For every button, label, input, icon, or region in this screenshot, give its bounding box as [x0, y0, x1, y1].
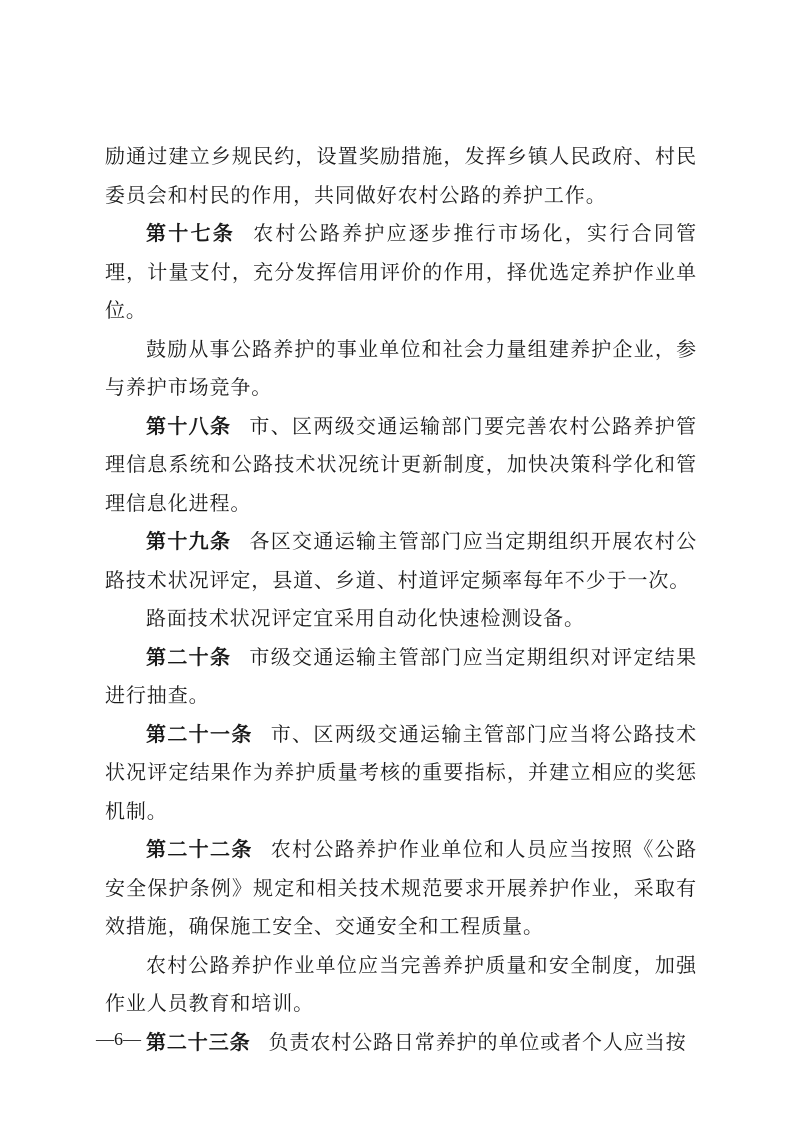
paragraph-text: 路面技术状况评定宜采用自动化快速检测设备。	[146, 606, 585, 630]
article-heading: 第二十二条	[146, 837, 253, 861]
paragraph-article-20	[105, 638, 697, 715]
paragraph-text: 负责农村公路日常养护的单位或者个人应当按	[268, 1029, 687, 1054]
paragraph-text: 市、区两级交通运输部门要完善农村公路养护管理信息系统和公路技术状况统计更新制度，加快决策科学化和管理信息化进程。	[105, 413, 697, 515]
paragraph-text: 鼓励从事公路养护的事业单位和社会力量组建养护企业，参与养护市场竞争。	[105, 336, 697, 399]
paragraph-1	[105, 137, 697, 214]
paragraph-article-18	[105, 407, 697, 523]
paragraph-article-17	[105, 214, 697, 330]
paragraph-text: 农村公路养护作业单位应当完善养护质量和安全制度，加强作业人员教育和培训。	[105, 952, 697, 1015]
paragraph-text: 农村公路养护应逐步推行市场化，实行合同管理，计量支付，充分发挥信用评价的作用，择优选定养护作业单位。	[105, 221, 697, 322]
article-heading: 第二十一条	[146, 721, 253, 746]
article-heading: 第二十三条	[146, 1029, 251, 1054]
paragraph-text: 各区交通运输主管部门应当定期组织开展农村公路技术状况评定，县道、乡道、村道评定频率每年不少于一次。	[105, 529, 697, 592]
paragraph-article-19	[105, 522, 697, 599]
paragraph-article-22	[105, 830, 697, 946]
paragraph-article-21	[105, 715, 697, 831]
article-heading: 第十八条	[146, 413, 232, 438]
article-heading: 第十七条	[146, 221, 236, 245]
article-heading: 第二十条	[146, 644, 232, 669]
paragraph-text: 农村公路养护作业单位和人员应当按照《公路安全保护条例》规定和相关技术规范要求开展养护作业，采取有效措施，确保施工安全、交通安全和工程质量。	[105, 837, 697, 938]
paragraph-text: 市级交通运输主管部门应当定期组织对评定结果进行抽查。	[105, 644, 697, 707]
article-heading: 第十九条	[146, 529, 232, 553]
paragraph-3	[105, 330, 697, 407]
paragraph-text: 励通过建立乡规民约，设置奖励措施，发挥乡镇人民政府、村民委员会和村民的作用，共同做好农村公路的养护工作。	[105, 144, 697, 207]
paragraph-article-23	[105, 1023, 697, 1062]
page-number: —6—	[96, 1029, 141, 1049]
paragraph-10	[105, 946, 697, 1023]
paragraph-6	[105, 599, 697, 638]
paragraph-text: 市、区两级交通运输主管部门应当将公路技术状况评定结果作为养护质量考核的重要指标，并建立相应的奖惩机制。	[105, 721, 697, 823]
document-body	[105, 137, 697, 1061]
